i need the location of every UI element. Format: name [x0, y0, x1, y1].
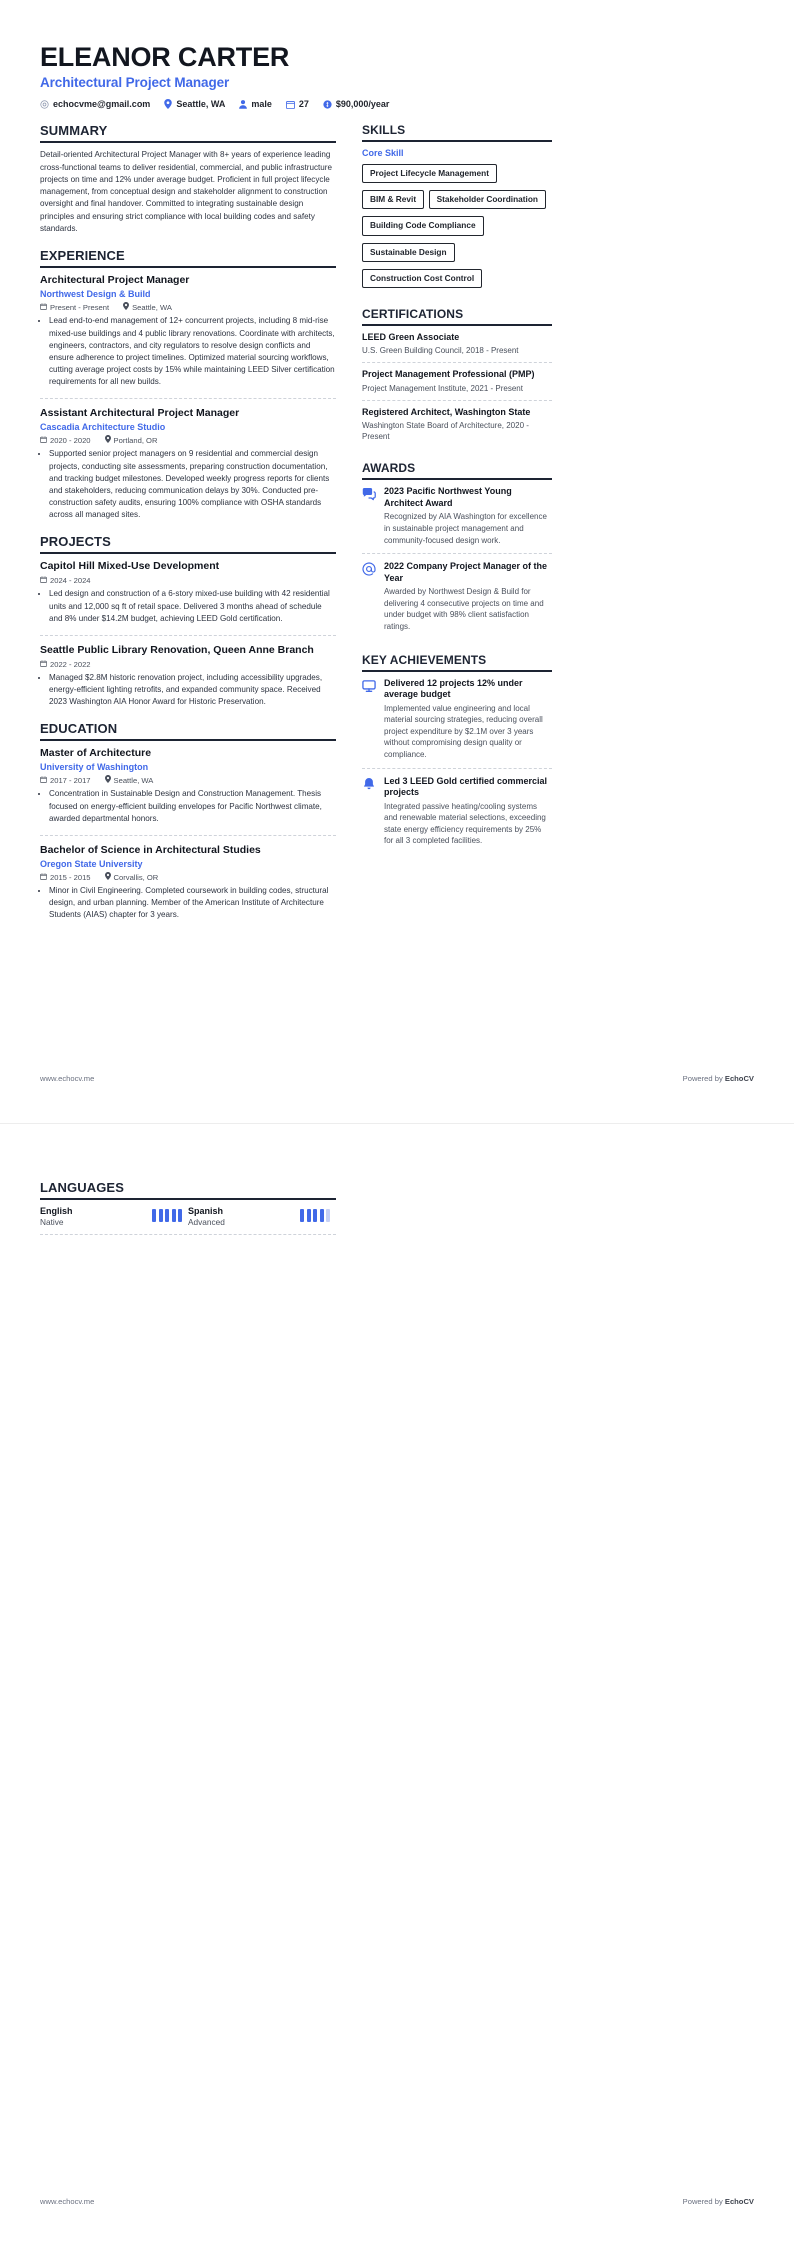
- location-pin-icon: [164, 99, 172, 109]
- certification-item: [362, 332, 552, 363]
- project-entry: [40, 644, 336, 709]
- language-item: [40, 1206, 188, 1227]
- section-summary: [40, 123, 336, 235]
- education-school: University of Washington: [40, 762, 149, 773]
- page-2-left-column: [40, 1180, 336, 1248]
- bell-icon: [362, 776, 377, 847]
- footer-url[interactable]: www.echocv.me: [40, 1074, 95, 1083]
- certification-item: [362, 369, 552, 400]
- key-achievements-section-title: KEY ACHIEVEMENTS: [362, 653, 552, 672]
- proficiency-bar: [172, 1209, 176, 1222]
- calendar-icon: [286, 100, 295, 109]
- certification-issuer: U.S. Green Building Council, 2018 - Present: [362, 346, 519, 356]
- skills-section-title: SKILLS: [362, 123, 552, 142]
- chat-bubble-icon: [362, 486, 377, 546]
- achievement-body: [384, 776, 552, 847]
- skill-pill: BIM & Revit: [362, 190, 424, 209]
- award-body: [384, 486, 552, 546]
- proficiency-bar: [307, 1209, 311, 1222]
- education-bullets: [40, 788, 336, 824]
- footer-powered-prefix: Powered by: [682, 1074, 725, 1083]
- project-name: Capitol Hill Mixed-Use Development: [40, 560, 220, 573]
- experience-bullets: [40, 448, 336, 521]
- skill-pill: Stakeholder Coordination: [429, 190, 546, 209]
- contact-location: [164, 99, 225, 109]
- left-column: [40, 123, 336, 934]
- contact-age: [286, 99, 309, 109]
- location-pin-icon: [105, 775, 111, 785]
- skills-list: [362, 163, 552, 294]
- experience-role: Architectural Project Manager: [40, 274, 190, 287]
- contact-gender: [239, 99, 272, 109]
- experience-dates: [40, 436, 91, 445]
- achievement-body: [384, 678, 552, 761]
- education-meta: [40, 872, 336, 882]
- skill-pill: Project Lifecycle Management: [362, 164, 497, 183]
- projects-section-title: PROJECTS: [40, 534, 336, 554]
- project-entry: [40, 560, 336, 636]
- contact-salary-value: $90,000/year: [335, 99, 390, 110]
- language-proficiency-bars: [300, 1206, 330, 1222]
- award-body: [384, 561, 552, 632]
- location-pin-icon: [105, 435, 111, 445]
- certification-item: [362, 407, 552, 449]
- education-entry: [40, 844, 336, 922]
- experience-bullets: [40, 315, 336, 388]
- person-icon: [239, 100, 247, 109]
- experience-org: Cascadia Architecture Studio: [40, 422, 166, 433]
- contact-salary: [323, 99, 390, 109]
- education-location-value: Seattle, WA: [113, 775, 154, 785]
- summary-text: Detail-oriented Architectural Project Manager with 8+ years of experience leading cross-functional teams to deliver residential, commercial, and public infrastructure projects on time and 12% under average budget. Proficient in full project lifecycle management, from conceptual design and stakeholder alignment to construction oversight and final handover. Committed to integrating sustainable design principles and ensuring strict compliance with local building codes and safety standards.: [40, 150, 332, 234]
- experience-dates-value: Present - Present: [50, 302, 110, 312]
- section-awards: [362, 461, 552, 639]
- certification-name: Project Management Professional (PMP): [362, 369, 535, 380]
- certification-issuer: Project Management Institute, 2021 - Present: [362, 383, 523, 393]
- education-bullets: [40, 885, 336, 921]
- location-pin-icon: [123, 302, 129, 312]
- footer-brand: [683, 1074, 754, 1083]
- section-experience: [40, 248, 336, 521]
- award-desc: Recognized by AIA Washington for excellence in sustainable project management and community-focused design work.: [384, 512, 547, 545]
- project-dates-value: 2024 - 2024: [50, 576, 91, 586]
- experience-location-value: Seattle, WA: [132, 302, 172, 312]
- proficiency-bar: [159, 1209, 163, 1222]
- bullet-item: • Led design and construction of a 6-story mixed-use building with 42 residential units and 12,000 sq ft of retail space. Delivered 3 months ahead of schedule and 8% under $14.2M budget, achieving LEED Gold certification.: [49, 588, 336, 624]
- award-desc: Awarded by Northwest Design & Build for delivering 4 consecutive projects on time and under budget with 98% client satisfaction ratings.: [384, 587, 544, 631]
- section-key-achievements: [362, 653, 552, 854]
- certification-name: Registered Architect, Washington State: [362, 406, 531, 417]
- right-column: [362, 123, 552, 867]
- project-meta: [40, 660, 336, 669]
- resume-page-2: [0, 1123, 794, 2246]
- achievement-desc: Implemented value engineering and local material sourcing strategies, reducing overall project expenditure by $2.1M over 3 years without compromising design quality or compliance.: [384, 703, 543, 759]
- education-dates-value: 2015 - 2015: [50, 872, 91, 882]
- contact-email-value: echocvme@gmail.com: [53, 99, 151, 110]
- language-text: [40, 1206, 73, 1227]
- achievement-desc: Integrated passive heating/cooling systems and renewable material selections, exceeding state energy efficiency requirements by 25% for all 3 completed facilities.: [384, 801, 546, 846]
- experience-meta: [40, 302, 336, 312]
- bullet-item: • Concentration in Sustainable Design and Construction Management. Thesis focused on energy-efficient building envelopes for Pacific Northwest climate, awarded departmental honors.: [49, 788, 336, 824]
- bullet-item: • Minor in Civil Engineering. Completed coursework in building codes, structural design, and urban planning. Member of the American Institute of Architecture Students (AIAS) chapter for 3 years.: [49, 885, 336, 921]
- monitor-icon: [362, 678, 377, 761]
- skill-pill: Sustainable Design: [362, 243, 455, 262]
- achievement-item: [362, 678, 552, 769]
- award-name: 2023 Pacific Northwest Young Architect Award: [384, 486, 512, 508]
- project-bullets: [40, 672, 336, 708]
- project-name: Seattle Public Library Renovation, Queen Anne Branch: [40, 643, 314, 656]
- education-location-value: Corvallis, OR: [113, 872, 159, 882]
- bullet-item: • Supported senior project managers on 9 residential and commercial design projects, conducting site assessments, preparing construction documentation, and tracking budget milestones. Developed weekly progress reports for clients and stakeholders, reducing communication delays by 30%. Conducted pre-construction safety audits, ensuring 100% compliance with OSHA standards across all managed sites.: [49, 448, 336, 521]
- section-certifications: [362, 307, 552, 449]
- language-item: [188, 1206, 336, 1227]
- project-dates: [40, 576, 91, 585]
- education-location: [105, 775, 154, 785]
- language-name: English: [40, 1206, 73, 1216]
- experience-role: Assistant Architectural Project Manager: [40, 407, 240, 420]
- education-entry: [40, 747, 336, 836]
- languages-section-title: LANGUAGES: [40, 1180, 336, 1200]
- calendar-icon: [40, 576, 47, 585]
- education-location: [105, 872, 159, 882]
- education-dates: [40, 776, 91, 785]
- calendar-icon: [40, 436, 47, 445]
- education-degree: Master of Architecture: [40, 747, 152, 760]
- section-languages: [40, 1180, 336, 1235]
- footer-brand-name: EchoCV: [724, 2197, 754, 2206]
- certification-issuer: Washington State Board of Architecture, 2020 - Present: [362, 420, 529, 442]
- calendar-icon: [40, 660, 47, 669]
- proficiency-bar: [300, 1209, 304, 1222]
- bullet-item: • Lead end-to-end management of 12+ concurrent projects, including 8 mid-rise mixed-use buildings and 4 public library renovations. Coordinate with architects, engineers, contractors, and city regulators to resolve design conflicts and ensure adherence to project timelines. Optimized material sourcing workflows, cutting average project costs by 15% while maintaining LEED Silver certification requirements for all new builds.: [49, 315, 336, 388]
- page-footer: [40, 2197, 754, 2206]
- at-sign-icon: [362, 561, 377, 632]
- project-meta: [40, 576, 336, 585]
- skill-pill: Construction Cost Control: [362, 269, 482, 288]
- language-level: Native: [40, 1217, 64, 1227]
- candidate-job-title: Architectural Project Manager: [40, 75, 230, 91]
- contact-email: [40, 99, 150, 109]
- achievement-name: Delivered 12 projects 12% under average budget: [384, 677, 523, 700]
- experience-entry: [40, 407, 336, 521]
- language-name: Spanish: [188, 1206, 224, 1216]
- section-skills: [362, 123, 552, 294]
- summary-section-title: SUMMARY: [40, 123, 336, 143]
- experience-org: Northwest Design & Build: [40, 289, 151, 300]
- achievement-item: [362, 776, 552, 854]
- experience-section-title: EXPERIENCE: [40, 248, 336, 268]
- proficiency-bar: [326, 1209, 330, 1222]
- project-dates-value: 2022 - 2022: [50, 659, 91, 669]
- salary-icon: [323, 100, 332, 109]
- experience-location: [123, 302, 172, 312]
- page-2-columns: [40, 1180, 754, 1248]
- calendar-icon: [40, 776, 47, 785]
- resume-header: [40, 42, 754, 109]
- education-degree: Bachelor of Science in Architectural Studies: [40, 843, 261, 856]
- education-dates: [40, 873, 91, 882]
- project-bullets: [40, 588, 336, 624]
- experience-location: [105, 435, 158, 445]
- page-footer: [40, 1074, 754, 1083]
- contact-location-value: Seattle, WA: [176, 99, 226, 110]
- candidate-name: ELEANOR CARTER: [40, 42, 290, 72]
- languages-grid: [40, 1206, 336, 1227]
- bullet-item: • Managed $2.8M historic renovation project, including accessibility upgrades, energy-efficient lighting retrofits, and expanded community space. Received 2023 Washington AIA Honor Award for Historic Preservation.: [49, 672, 336, 708]
- award-item: [362, 561, 552, 639]
- language-proficiency-bars: [152, 1206, 182, 1222]
- footer-powered-prefix: Powered by: [682, 2197, 725, 2206]
- proficiency-bar: [165, 1209, 169, 1222]
- certification-name: LEED Green Associate: [362, 331, 460, 342]
- calendar-icon: [40, 303, 47, 312]
- footer-brand-name: EchoCV: [724, 1074, 754, 1083]
- contact-gender-value: male: [251, 99, 272, 110]
- email-icon: [40, 100, 49, 109]
- section-projects: [40, 534, 336, 708]
- resume-body-columns: [40, 123, 754, 934]
- award-item: [362, 486, 552, 554]
- skill-pill: Building Code Compliance: [362, 216, 484, 235]
- contact-age-value: 27: [298, 99, 309, 110]
- language-level: Advanced: [188, 1217, 225, 1227]
- project-dates: [40, 660, 91, 669]
- experience-entry: [40, 274, 336, 399]
- award-name: 2022 Company Project Manager of the Year: [384, 561, 548, 583]
- certifications-section-title: CERTIFICATIONS: [362, 307, 552, 326]
- education-meta: [40, 775, 336, 785]
- contact-row: [40, 99, 754, 109]
- experience-location-value: Portland, OR: [113, 435, 158, 445]
- proficiency-bar: [320, 1209, 324, 1222]
- education-section-title: EDUCATION: [40, 721, 336, 741]
- proficiency-bar: [152, 1209, 156, 1222]
- languages-divider: [40, 1234, 336, 1235]
- footer-brand: [683, 2197, 754, 2206]
- skills-group-label: Core Skill: [362, 148, 404, 159]
- education-dates-value: 2017 - 2017: [50, 775, 91, 785]
- section-education: [40, 721, 336, 921]
- footer-url[interactable]: www.echocv.me: [40, 2197, 95, 2206]
- awards-section-title: AWARDS: [362, 461, 552, 480]
- proficiency-bar: [178, 1209, 182, 1222]
- achievement-name: Led 3 LEED Gold certified commercial projects: [384, 775, 548, 798]
- experience-dates-value: 2020 - 2020: [50, 435, 91, 445]
- experience-dates: [40, 303, 109, 312]
- location-pin-icon: [105, 872, 111, 882]
- education-school: Oregon State University: [40, 859, 143, 870]
- experience-meta: [40, 435, 336, 445]
- calendar-icon: [40, 873, 47, 882]
- proficiency-bar: [313, 1209, 317, 1222]
- language-text: [188, 1206, 225, 1227]
